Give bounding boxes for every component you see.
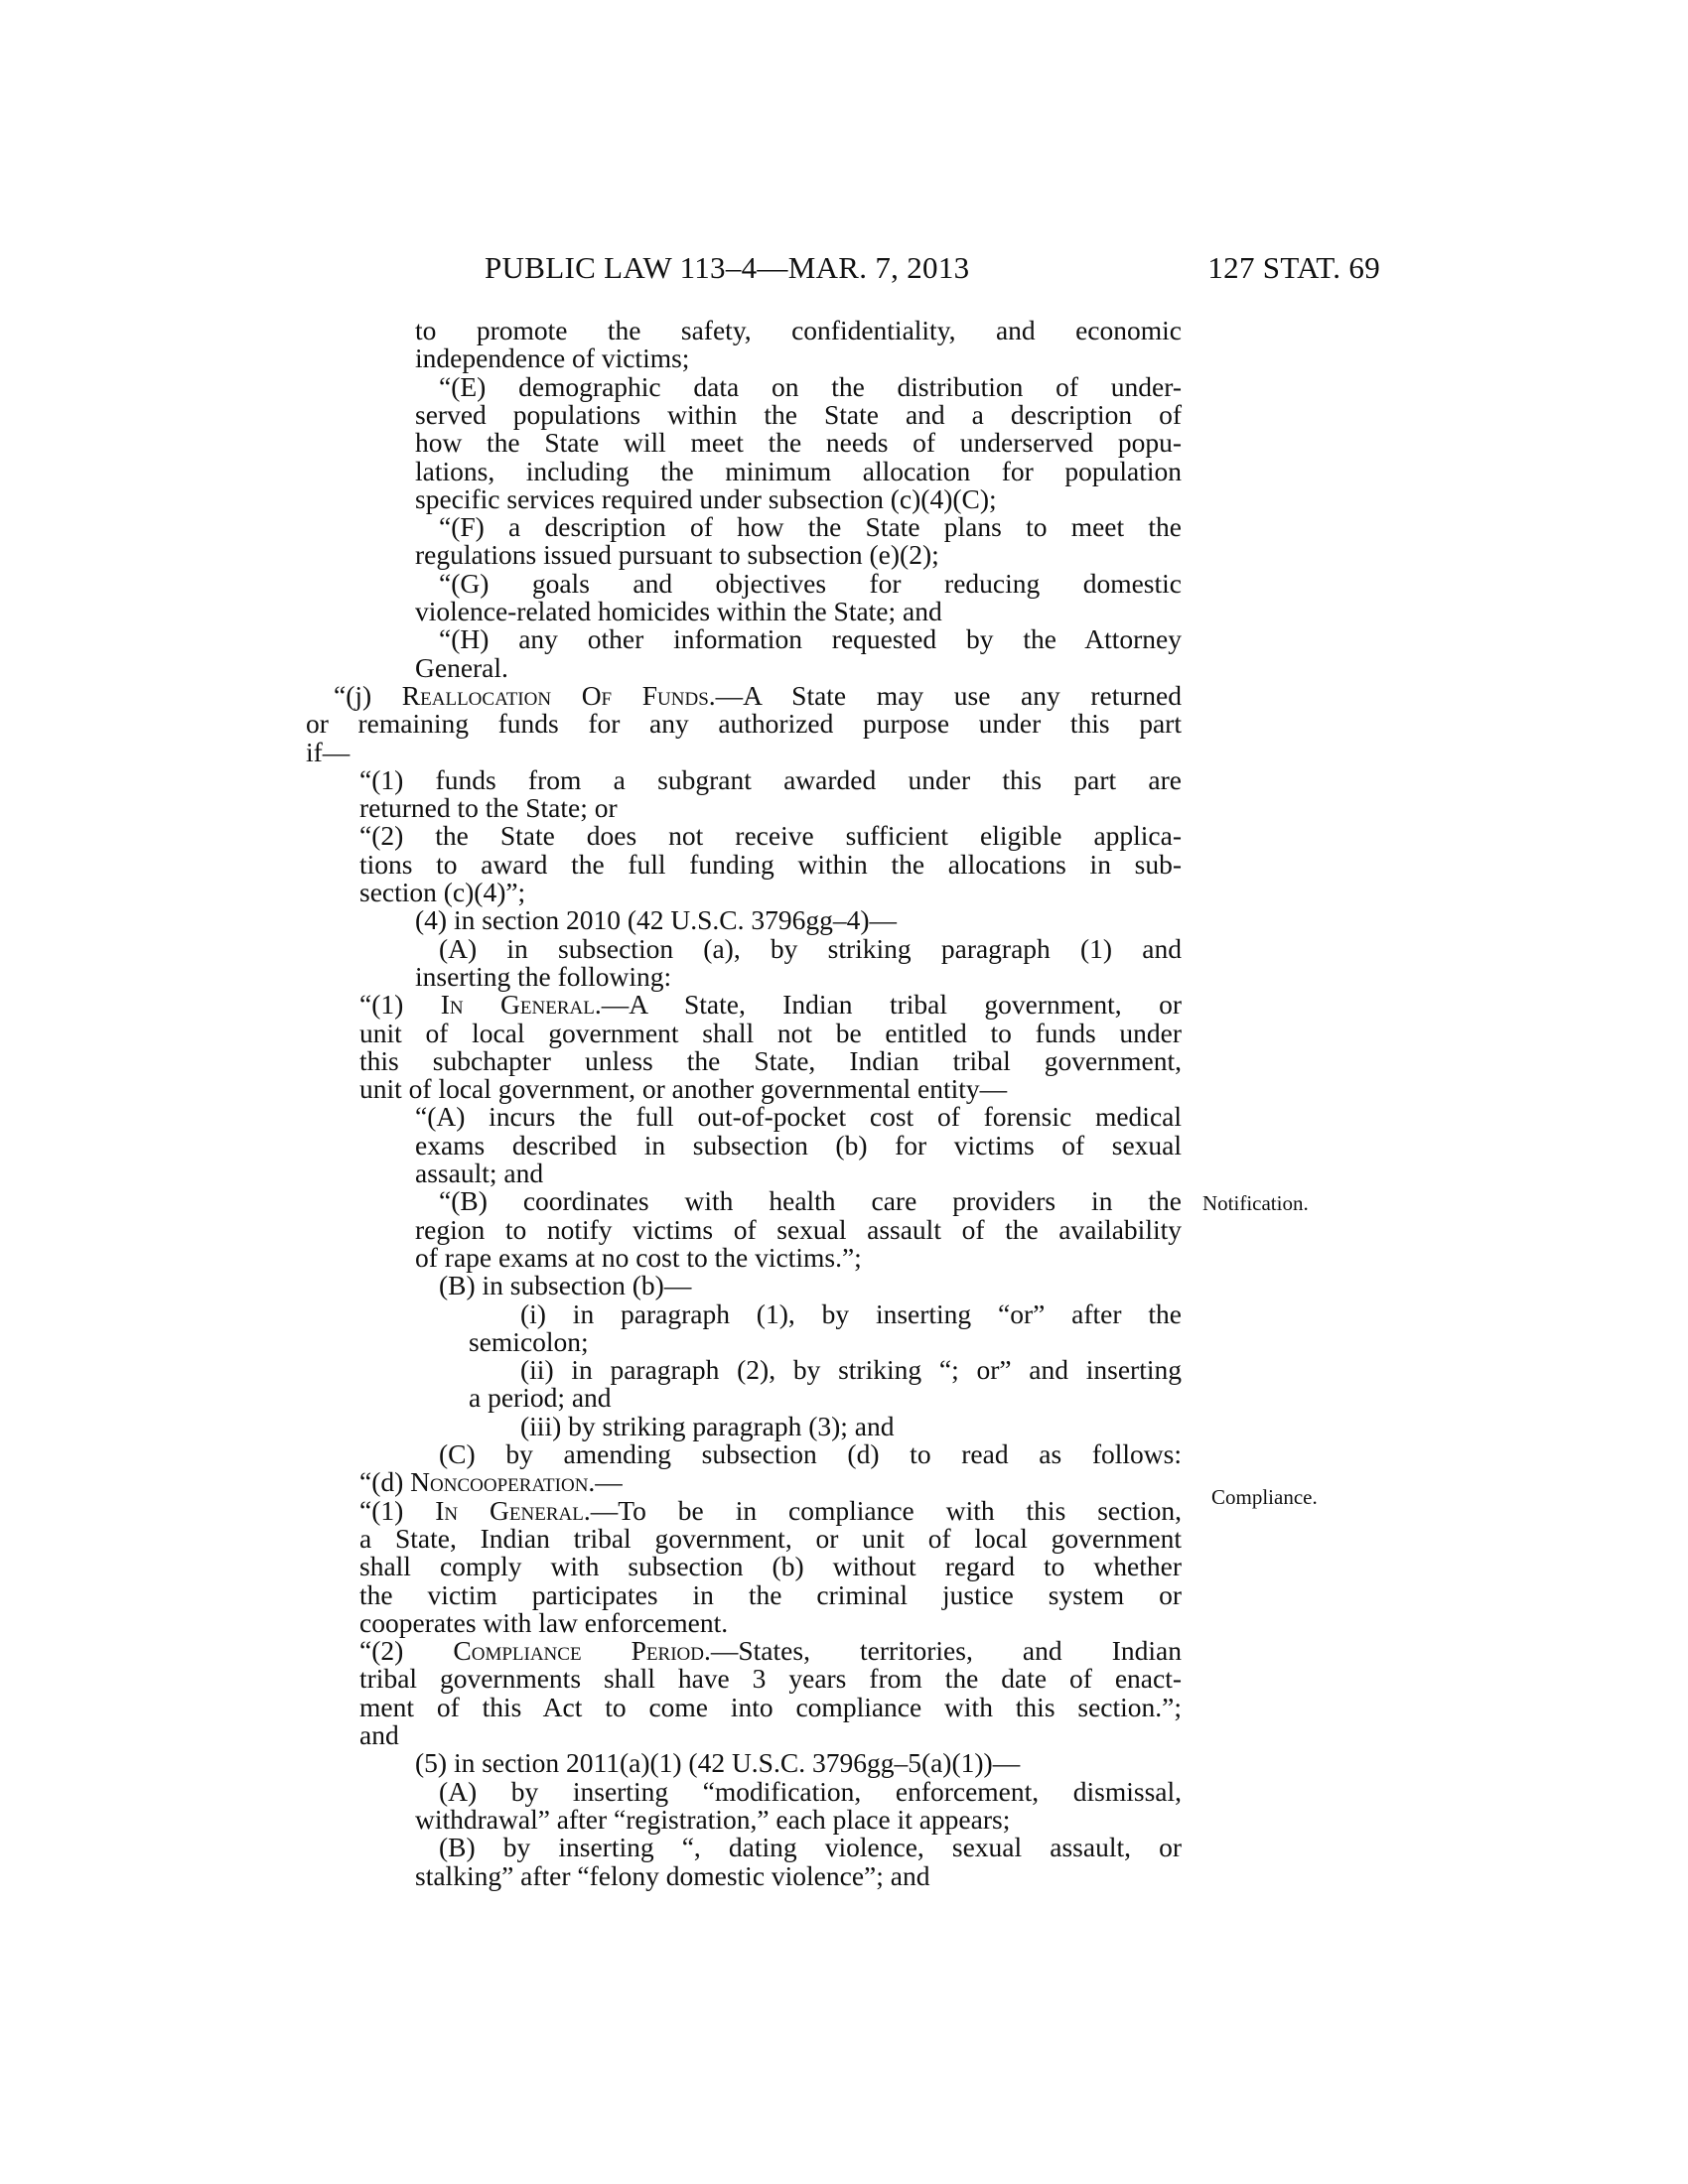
text-line: stalking” after “felony domestic violence”; and: [415, 1859, 930, 1891]
text-line: violence-related homicides within the State; and: [415, 596, 942, 626]
text-line: “(B) coordinates with health care providers in the: [439, 1185, 1182, 1217]
text-line: inserting the following:: [415, 960, 672, 992]
text-line: how the State will meet the needs of underserved popu-: [415, 427, 1182, 459]
text-line: region to notify victims of sexual assault of the availability: [415, 1213, 1182, 1245]
text-line: (5) in section 2011(a)(1) (42 U.S.C. 3796gg–5(a)(1))—: [415, 1747, 1021, 1779]
text-line: (A) in subsection (a), by striking paragraph (1) and: [439, 932, 1182, 964]
text-line: to promote the safety, confidentiality, and economic: [415, 315, 1182, 345]
text-line: or remaining funds for any authorized purpose under this part: [306, 708, 1182, 740]
text-line: (iii) by striking paragraph (3); and: [520, 1410, 895, 1441]
text-line: shall comply with subsection (b) without regard to whether: [359, 1551, 1182, 1582]
text-line: ment of this Act to come into compliance with this section.”;: [359, 1691, 1182, 1722]
text-line: “(1) funds from a subgrant awarded under this part are: [359, 763, 1182, 795]
text-line: “(1) In General.—A State, Indian tribal government, or: [359, 989, 1182, 1021]
text-line: (ii) in paragraph (2), by striking “; or” and inserting: [520, 1354, 1182, 1386]
text-line: a State, Indian tribal government, or unit of local government: [359, 1522, 1182, 1554]
text-line: “(G) goals and objectives for reducing domestic: [439, 567, 1182, 599]
text-line: if—: [306, 736, 351, 767]
text-line: unit of local government, or another governmental entity—: [359, 1073, 1008, 1105]
statute-page-reference: 127 STAT. 69: [1207, 250, 1380, 285]
text-line: served populations within the State and a description of: [415, 398, 1182, 430]
text-line: “(E) demographic data on the distribution of under-: [439, 370, 1182, 402]
text-line: this subchapter unless the State, Indian tribal government,: [359, 1044, 1182, 1076]
law-title: PUBLIC LAW 113–4—MAR. 7, 2013: [485, 250, 970, 285]
text-line: of rape exams at no cost to the victims.”;: [415, 1241, 862, 1273]
text-line: a period; and: [469, 1382, 612, 1414]
text-line: “(2) the State does not receive sufficient eligible applica-: [359, 820, 1182, 852]
margin-note-notification: Notification.: [1202, 1191, 1309, 1215]
text-line: the victim participates in the criminal justice system or: [359, 1578, 1182, 1610]
text-line: (B) by inserting “, dating violence, sexual assault, or: [439, 1832, 1182, 1863]
text-line: assault; and: [415, 1158, 544, 1188]
text-line: “(H) any other information requested by the Attorney: [439, 623, 1182, 655]
text-line: specific services required under subsection (c)(4)(C);: [415, 482, 997, 514]
text-line: and: [359, 1719, 399, 1750]
text-line: (C) by amending subsection (d) to read as follows:: [439, 1438, 1182, 1469]
text-line: tribal governments shall have 3 years from the date of enact-: [359, 1663, 1182, 1695]
text-line: section (c)(4)”;: [359, 877, 526, 907]
text-line: unit of local government shall not be entitled to funds under: [359, 1017, 1182, 1048]
text-line: “(d) Noncooperation.—: [359, 1466, 623, 1498]
text-line: (4) in section 2010 (42 U.S.C. 3796gg–4)—: [415, 904, 898, 936]
text-line: “(F) a description of how the State plans to meet the: [439, 511, 1182, 543]
text-line: “(j) Reallocation Of Funds.—A State may use any returned: [334, 679, 1183, 711]
text-line: General.: [415, 651, 508, 683]
text-line: “(2) Compliance Period.—States, territories, and Indian: [359, 1635, 1182, 1667]
text-line: (i) in paragraph (1), by inserting “or” after the: [520, 1297, 1182, 1329]
text-line: tions to award the full funding within the allocations in sub-: [359, 848, 1182, 880]
text-line: exams described in subsection (b) for victims of sexual: [415, 1129, 1182, 1160]
text-line: returned to the State; or: [359, 792, 618, 824]
margin-note-compliance: Compliance.: [1211, 1485, 1318, 1509]
text-line: independence of victims;: [415, 342, 690, 374]
text-line: “(1) In General.—To be in compliance with this section,: [359, 1494, 1182, 1526]
text-line: (B) in subsection (b)—: [439, 1270, 692, 1301]
text-line: cooperates with law enforcement.: [359, 1606, 729, 1638]
text-line: lations, including the minimum allocation for population: [415, 455, 1182, 486]
text-line: withdrawal” after “registration,” each place it appears;: [415, 1803, 1011, 1835]
text-line: (A) by inserting “modification, enforcement, dismissal,: [439, 1775, 1182, 1807]
text-line: regulations issued pursuant to subsection (e)(2);: [415, 539, 939, 571]
text-line: semicolon;: [469, 1325, 589, 1357]
text-line: “(A) incurs the full out-of-pocket cost of forensic medical: [415, 1101, 1182, 1133]
